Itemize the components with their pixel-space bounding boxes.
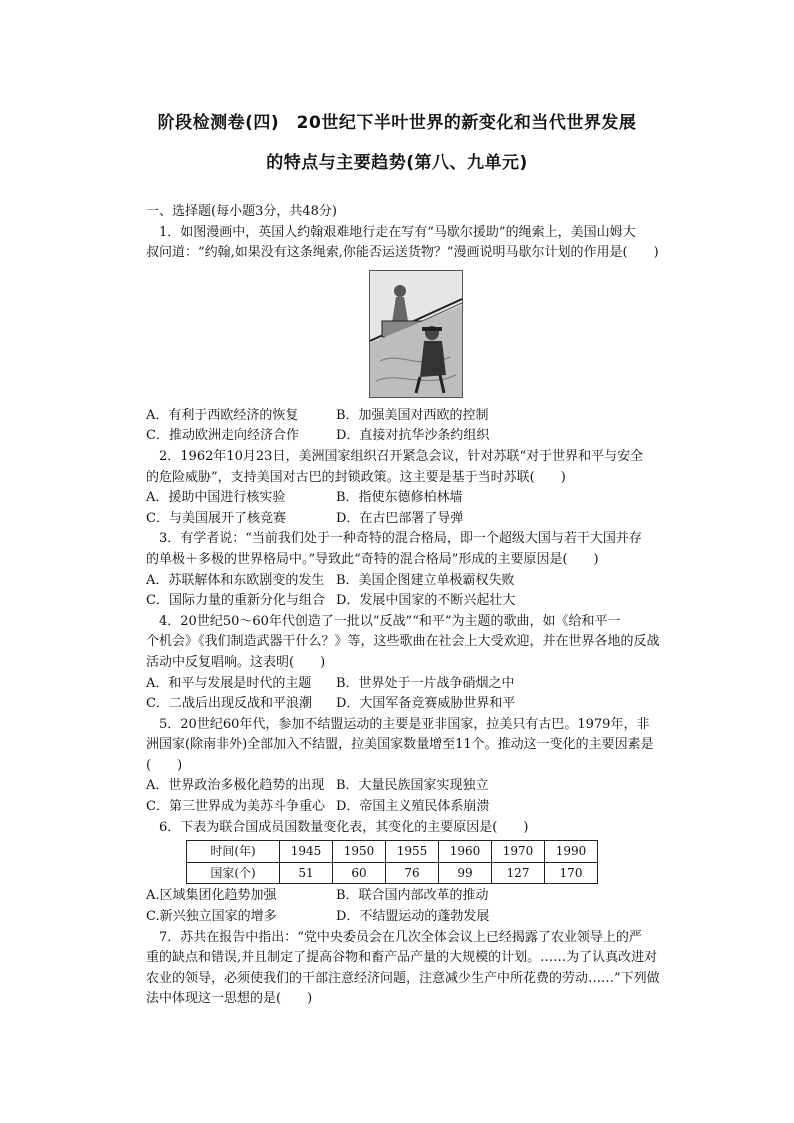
- q1-options-row2: [146, 426, 686, 447]
- q2-option-d[interactable]: D．在古巴部署了导弹: [336, 510, 464, 526]
- q6-option-d[interactable]: D．不结盟运动的蓬勃发展: [336, 909, 490, 925]
- table-cell: 1960: [439, 841, 492, 863]
- q1-stem-line2: 叔问道：“约翰,如果没有这条绳索,你能否运送货物？”漫画说明马歇尔计划的作用是( ): [146, 245, 659, 261]
- q7-stem-line3: 农业的领导，必须使我们的干部注意经济问题，注意减少生产中所花费的劳动……”下列做: [146, 970, 660, 986]
- q2-stem-line2: 的危险威胁”，支持美国对古巴的封锁政策。这主要是基于当时苏联( ): [146, 469, 566, 485]
- table-row: [187, 841, 598, 863]
- q6-stem-line1: 6．下表为联合国成员国数量变化表，其变化的主要原因是( ): [159, 819, 529, 835]
- q4-options-row1: [146, 674, 686, 695]
- q1-option-c[interactable]: C．推动欧洲走向经济合作: [146, 428, 299, 444]
- page-title-line2: 的特点与主要趋势(第八、九单元): [266, 153, 528, 173]
- table-cell: 1970: [492, 841, 545, 863]
- q4-option-d[interactable]: D．大国军备竞赛威胁世界和平: [336, 696, 516, 712]
- cartoon-illustration: [370, 271, 462, 397]
- cartoon-image: [369, 270, 463, 398]
- q5-stem-line2: 洲国家(除南非外)全部加入不结盟，拉美国家数量增至11个。推动这一变化的主要因素是: [146, 737, 654, 753]
- table-cell: 99: [439, 862, 492, 884]
- q5-option-c[interactable]: C．第三世界成为美苏斗争重心: [146, 799, 325, 815]
- table-cell: 170: [545, 862, 598, 884]
- page-title-line1: 阶段检测卷(四) 20世纪下半叶世界的新变化和当代世界发展: [157, 113, 637, 133]
- q6-options-row1: [146, 886, 686, 907]
- q4-option-c[interactable]: C．二战后出现反战和平浪潮: [146, 696, 312, 712]
- q6-option-c[interactable]: C.新兴独立国家的增多: [146, 909, 277, 925]
- table-header-cell: 时间(年): [187, 841, 280, 863]
- q3-option-b[interactable]: B．美国企图建立单极霸权失败: [336, 572, 515, 588]
- table-cell: 1990: [545, 841, 598, 863]
- table-cell: 60: [333, 862, 386, 884]
- q6-option-a[interactable]: A.区域集团化趋势加强: [146, 888, 277, 904]
- q3-stem-line1: 3．有学者说：“当前我们处于一种奇特的混合格局，即一个超级大国与若干大国并存: [159, 531, 642, 547]
- table-cell: 127: [492, 862, 545, 884]
- q4-stem-line2: 个机会》《我们制造武器干什么？》等，这些歌曲在社会上大受欢迎，并在世界各地的反战: [146, 634, 660, 650]
- q4-option-a[interactable]: A．和平与发展是时代的主题: [146, 675, 312, 691]
- q2-option-a[interactable]: A．援助中国进行核实验: [146, 490, 286, 506]
- q4-option-b[interactable]: B．世界处于一片战争硝烟之中: [336, 675, 515, 691]
- q4-options-row2: [146, 694, 686, 715]
- table-header-cell: 国家(个): [187, 862, 280, 884]
- q3-stem-line2: 的单极＋多极的世界格局中。”导致此“奇特的混合格局”形成的主要原因是( ): [146, 551, 599, 567]
- q2-stem-line1: 2．1962年10月23日，美洲国家组织召开紧急会议，针对苏联“对于世界和平与安全: [159, 448, 644, 464]
- q1-stem-line1: 1．如图漫画中，英国人约翰艰难地行走在写有“马歇尔援助”的绳索上，美国山姆大: [159, 224, 636, 240]
- q3-options-row2: [146, 591, 686, 612]
- q2-options-row2: [146, 509, 686, 530]
- q1-options-row1: [146, 406, 686, 427]
- section-heading: 一、选择题(每小题3分，共48分): [146, 204, 337, 219]
- q5-stem-line1: 5．20世纪60年代，参加不结盟运动的主要是亚非国家，拉美只有古巴。1979年，非: [159, 716, 650, 732]
- q7-stem-line4: 法中体现这一思想的是( ): [146, 991, 313, 1007]
- q7-stem-line2: 重的缺点和错误,并且制定了提高谷物和畜产品产量的大规模的计划。……为了认真改进对: [146, 950, 658, 966]
- q6-options-row2: [146, 907, 686, 928]
- q5-stem-line3: ( ): [146, 757, 183, 773]
- un-member-table: [186, 840, 598, 884]
- q5-options-row2: [146, 797, 686, 818]
- q5-option-a[interactable]: A．世界政治多极化趋势的出现: [146, 778, 325, 794]
- table-cell: 1950: [333, 841, 386, 863]
- question-content: [146, 202, 686, 1010]
- table-cell: 76: [386, 862, 439, 884]
- q5-options-row1: [146, 776, 686, 797]
- q2-options-row1: [146, 488, 686, 509]
- q5-option-d[interactable]: D．帝国主义殖民体系崩溃: [336, 799, 490, 815]
- q6-option-b[interactable]: B．联合国内部改革的推动: [336, 888, 489, 904]
- q3-option-a[interactable]: A．苏联解体和东欧剧变的发生: [146, 572, 325, 588]
- q3-option-d[interactable]: D．发展中国家的不断兴起壮大: [336, 593, 516, 609]
- q4-stem-line1: 4．20世纪50～60年代创造了一批以“反战”“和平”为主题的歌曲，如《给和平一: [159, 613, 621, 629]
- q2-option-c[interactable]: C．与美国展开了核竞赛: [146, 510, 286, 526]
- q7-stem-line1: 7．苏共在报告中指出：“党中央委员会在几次全体会议上已经揭露了农业领导上的严: [159, 929, 642, 945]
- q2-option-b[interactable]: B．指使东德修柏林墙: [336, 490, 463, 506]
- q1-option-b[interactable]: B．加强美国对西欧的控制: [336, 407, 489, 423]
- table-cell: 1955: [386, 841, 439, 863]
- table-cell: 1945: [280, 841, 333, 863]
- q5-option-b[interactable]: B．大量民族国家实现独立: [336, 778, 489, 794]
- q3-option-c[interactable]: C．国际力量的重新分化与组合: [146, 593, 325, 609]
- q1-option-d[interactable]: D．直接对抗华沙条约组织: [336, 428, 490, 444]
- table-row: [187, 862, 598, 884]
- q3-options-row1: [146, 571, 686, 592]
- table-cell: 51: [280, 862, 333, 884]
- q4-stem-line3: 活动中反复唱响。这表明( ): [146, 654, 326, 670]
- q1-option-a[interactable]: A．有利于西欧经济的恢复: [146, 407, 299, 423]
